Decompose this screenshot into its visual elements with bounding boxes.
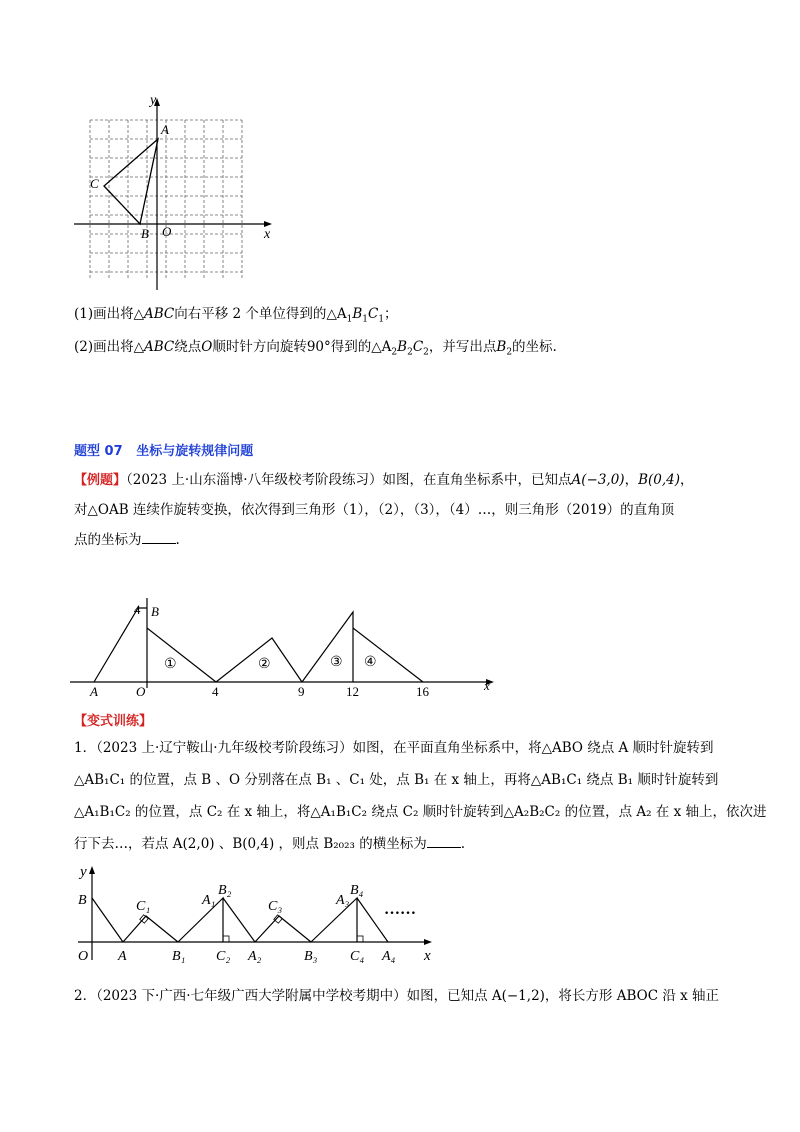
tick-9: 9 <box>298 684 305 699</box>
example-line-1: 【例题】（2023 上·山东淄博·八年级校考阶段练习）如图，在直角坐标系中，已知点A(−3,0)，B(0,4)， <box>74 472 694 488</box>
label-c2: C₂ <box>216 949 231 964</box>
tick-12: 12 <box>346 684 359 699</box>
label-b2: B₂ <box>218 883 232 898</box>
label-c4: C₄ <box>350 949 365 964</box>
variant-q1-line-4: 行下去…，若点 A(2,0) 、B(0,4) ，则点 B₂₀₂₃ 的横坐标为 . <box>74 836 465 852</box>
circled-1: ① <box>164 657 177 672</box>
label-o: O <box>162 224 172 239</box>
question-part-2: (2)画出将△ABC绕点O顺时针方向旋转90°得到的$\triangle A_2B_2C_2$，并写出点$B_2$的坐标. <box>74 339 557 358</box>
question-part-1: (1)画出将△ABC向右平移 2 个单位得到的$\triangle A_1B_1C_1$； <box>74 306 398 325</box>
label-b: B <box>141 226 149 241</box>
label-o: O <box>78 949 89 964</box>
label-a2: A₂ <box>248 949 262 964</box>
tick-4: 4 <box>212 684 219 699</box>
variant-q1-line-1: 1．（2023 上·辽宁鞍山·九年级校考阶段练习）如图，在平面直角坐标系中，将△ABO 绕点 A 顺时针旋转到 <box>74 740 714 756</box>
triangle-abc <box>104 139 158 224</box>
rotation-sequence-figure <box>70 864 450 974</box>
section-title: 题型 07 坐标与旋转规律问题 <box>74 444 254 459</box>
label-c1: C₁ <box>136 899 151 914</box>
variant-q2-line-1: 2．（2023 下·广西·七年级广西大学附属中学校考期中）如图，已知点 A(−1,2)，将长方形 ABOC 沿 x 轴正 <box>74 988 720 1004</box>
y-axis-label: y <box>80 864 87 880</box>
variant-tag: 【变式训练】 <box>74 714 153 729</box>
variant-q1-line-3: △A₁B₁C₂ 的位置，点 C₂ 在 x 轴上，将△A₁B₁C₂ 绕点 C₂ 顺时针旋转到△A₂B₂C₂ 的位置，点 A₂ 在 x 轴上，依次进 <box>74 804 767 820</box>
example-line-3: 点的坐标为 . <box>74 532 180 548</box>
label-b: B <box>151 604 159 619</box>
x-axis-label: x <box>484 678 490 693</box>
tick-16: 16 <box>416 684 429 699</box>
rotation-figure <box>70 588 500 700</box>
label-b: B <box>78 893 87 908</box>
label-a1: A₁ <box>202 893 216 908</box>
variant-q1-line-2: △AB₁C₁ 的位置，点 B 、O 分别落在点 B₁ 、C₁ 处，点 B₁ 在 x 轴上，再将△AB₁C₁ 绕点 B₁ 顺时针旋转到 <box>74 772 719 788</box>
circled-3: ③ <box>330 655 343 670</box>
label-a4: A₄ <box>382 949 396 964</box>
ellipsis: …… <box>384 901 416 918</box>
label-b1: B₁ <box>172 949 186 964</box>
label-b4: B₄ <box>350 883 364 898</box>
tick-o: O <box>136 684 146 699</box>
label-a3: A₃ <box>336 893 350 908</box>
label-a: A <box>118 949 127 964</box>
tick-a: A <box>90 684 98 699</box>
answer-blank-2[interactable] <box>427 835 461 848</box>
answer-blank[interactable] <box>142 531 176 544</box>
circled-4: ④ <box>364 655 377 670</box>
y-axis-label: y <box>150 93 157 108</box>
label-b3: B₃ <box>304 949 318 964</box>
grid-figure <box>60 90 290 300</box>
label-c: C <box>90 176 99 191</box>
label-a: A <box>161 122 169 137</box>
x-axis-label: x <box>264 227 271 242</box>
x-axis-label: x <box>424 948 431 964</box>
circled-2: ② <box>258 657 271 672</box>
label-c3: C₃ <box>268 899 283 914</box>
example-line-2: 对△OAB 连续作旋转变换，依次得到三角形（1），（2），（3），（4）…，则三角形（2019）的直角顶 <box>74 502 675 518</box>
y-tick-4: 4 <box>134 602 141 617</box>
